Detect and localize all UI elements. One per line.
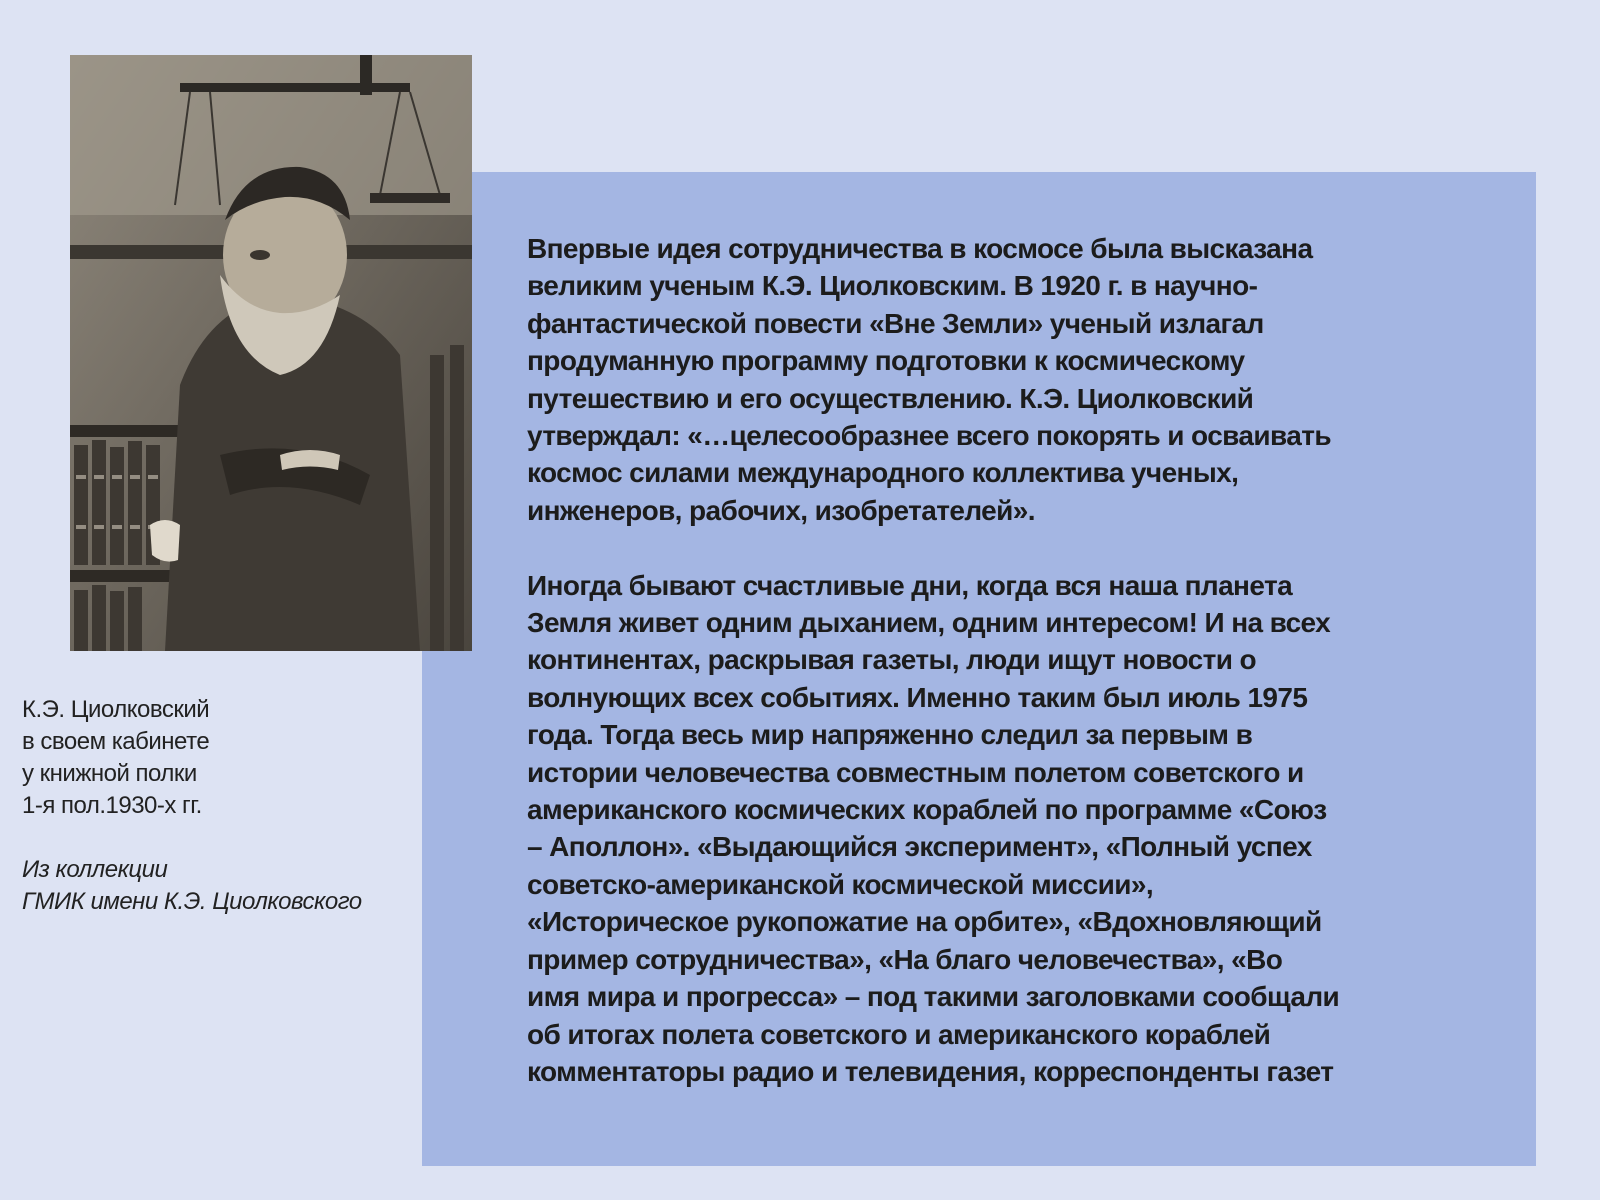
- photo-caption: [22, 694, 422, 918]
- text-line: комментаторы радио и телевидения, корреспонденты газет: [527, 1055, 1334, 1087]
- text-line: года. Тогда весь мир напряженно следил за первым в: [527, 719, 1253, 751]
- caption-line-place: в своем кабинете: [22, 728, 210, 755]
- caption-spacer: [22, 822, 422, 854]
- text-line: инженеров, рабочих, изобретателей».: [527, 494, 1035, 526]
- text-line: волнующих всех событиях. Именно таким был июль 1975: [527, 681, 1308, 713]
- text-line: пример сотрудничества», «На благо человечества», «Во: [527, 943, 1283, 975]
- text-line: Иногда бывают счастливые дни, когда вся наша планета: [527, 569, 1293, 601]
- text-line: «Историческое рукопожатие на орбите», «Вдохновляющий: [527, 906, 1322, 938]
- tsiolkovsky-photo: [70, 55, 472, 651]
- text-line: – Аполлон». «Выдающийся эксперимент», «Полный успех: [527, 831, 1312, 863]
- text-line: американского космических кораблей по программе «Союз: [527, 794, 1327, 826]
- caption-line-shelf: у книжной полки: [22, 760, 197, 787]
- text-line: Земля живет одним дыханием, одним интересом! И на всех: [527, 607, 1331, 639]
- text-line: имя мира и прогресса» – под такими заголовками сообщали: [527, 981, 1340, 1013]
- text-line: советско-американской космической миссии»,: [527, 868, 1153, 900]
- text-line: великим ученым К.Э. Циолковским. В 1920 г. в научно-: [527, 270, 1258, 302]
- text-line: Впервые идея сотрудничества в космосе была высказана: [527, 233, 1313, 264]
- text-line: континентах, раскрывая газеты, люди ищут новости о: [527, 644, 1257, 676]
- text-line: об итогах полета советского и американского кораблей: [527, 1018, 1271, 1050]
- text-line: космос силами международного коллектива ученых,: [527, 457, 1239, 489]
- paragraph-soyuz-apollo: [527, 567, 1487, 1091]
- caption-line-name: К.Э. Циолковский: [22, 696, 210, 723]
- text-line: путешествию и его осуществлению. К.Э. Циолковский: [527, 382, 1254, 414]
- paragraph-tsiolkovsky: [527, 230, 1487, 529]
- text-line: истории человечества совместным полетом советского и: [527, 756, 1304, 788]
- text-line: фантастической повести «Вне Земли» ученый излагал: [527, 307, 1264, 339]
- article-text: [527, 230, 1487, 1090]
- credit-line-museum: ГМИК имени К.Э. Циолковского: [22, 888, 362, 915]
- text-line: утверждал: «…целесообразнее всего покорять и осваивать: [527, 420, 1331, 452]
- credit-line-collection: Из коллекции: [22, 856, 168, 883]
- caption-line-date: 1-я пол.1930-х гг.: [22, 792, 202, 819]
- text-line: продуманную программу подготовки к космическому: [527, 345, 1245, 377]
